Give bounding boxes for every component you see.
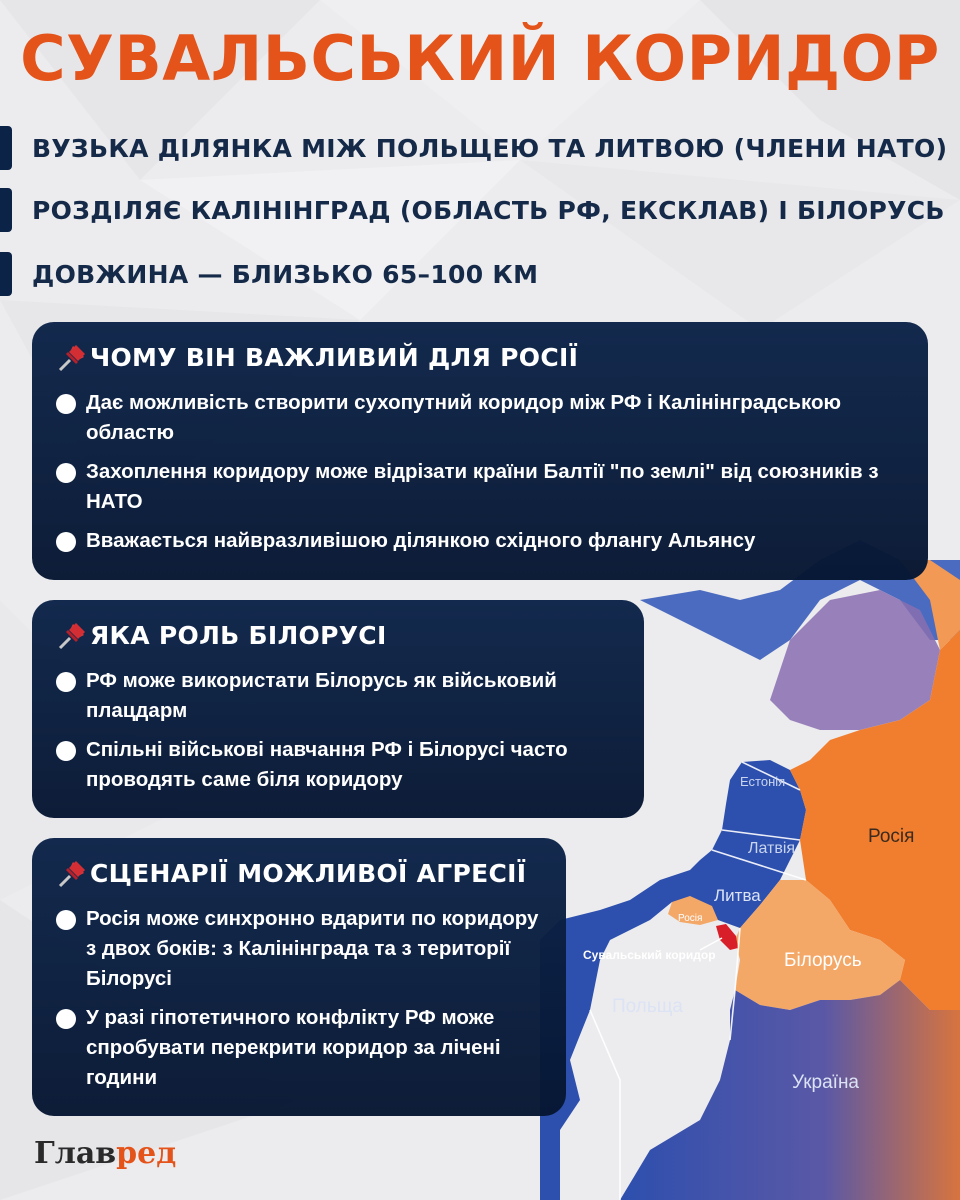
page-title: СУВАЛЬСЬКИЙ КОРИДОР	[20, 22, 940, 95]
map-label-russia: Росія	[868, 826, 915, 847]
list-item	[56, 457, 904, 517]
fact-row	[0, 252, 960, 296]
bullet-dot	[56, 910, 76, 930]
brand-logo: Главред	[34, 1136, 177, 1171]
map-label-lithuania: Литва	[714, 886, 761, 905]
card-aggression-scenarios	[32, 838, 566, 1116]
bullet-text: Росія може синхронно вдарити по коридору з двох боків: з Калінінграда та з території Білорусі	[86, 907, 539, 990]
map-suwalki-corridor	[716, 924, 738, 950]
bullet-text: Дає можливість створити сухопутний коридор між РФ і Калінінградською областю	[86, 391, 841, 444]
map-label-latvia: Латвія	[748, 840, 796, 857]
card-heading: СЦЕНАРІЇ МОЖЛИВОЇ АГРЕСІЇ	[90, 858, 527, 888]
fact-marker	[0, 126, 12, 170]
list-item	[56, 666, 620, 726]
bullet-text: Вважається найвразливішою ділянкою східного флангу Альянсу	[86, 529, 756, 552]
bullet-dot	[56, 741, 76, 761]
list-item	[56, 388, 904, 448]
bullet-text: РФ може використати Білорусь як військовий плацдарм	[86, 669, 557, 722]
list-item	[56, 904, 542, 994]
bullet-dot	[56, 463, 76, 483]
map-label-ukraine: Україна	[792, 1072, 860, 1093]
list-item	[56, 735, 620, 795]
fact-text: ДОВЖИНА — БЛИЗЬКО 65–100 КМ	[32, 259, 539, 289]
card-heading: ЯКА РОЛЬ БІЛОРУСІ	[90, 620, 387, 650]
pushpin-icon	[56, 618, 90, 652]
pushpin-icon	[56, 340, 90, 374]
map-label-belarus: Білорусь	[784, 950, 862, 971]
fact-row	[0, 126, 960, 170]
pushpin-icon	[56, 856, 90, 890]
fact-marker	[0, 188, 12, 232]
map-label-suwalki: Сувальський коридор	[583, 948, 716, 962]
map-label-poland: Польща	[612, 996, 683, 1017]
bullet-dot	[56, 672, 76, 692]
bullet-dot	[56, 394, 76, 414]
bullet-text: Спільні військові навчання РФ і Білорусі часто проводять саме біля коридору	[86, 738, 568, 791]
fact-row	[0, 188, 960, 232]
bullet-text: Захоплення коридору може відрізати країни Балтії "по землі" від союзників з НАТО	[86, 460, 879, 513]
map-label-kaliningrad: Росія	[678, 913, 703, 924]
card-why-important	[32, 322, 928, 580]
bullet-dot	[56, 1009, 76, 1029]
bullet-dot	[56, 532, 76, 552]
fact-text: РОЗДІЛЯЄ КАЛІНІНГРАД (ОБЛАСТЬ РФ, ЕКСКЛАВ) І БІЛОРУСЬ	[32, 195, 945, 225]
fact-text: ВУЗЬКА ДІЛЯНКА МІЖ ПОЛЬЩЕЮ ТА ЛИТВОЮ (ЧЛЕНИ НАТО)	[32, 133, 948, 163]
list-item	[56, 526, 904, 556]
list-item	[56, 1003, 542, 1093]
bullet-text: У разі гіпотетичного конфлікту РФ може спробувати перекрити коридор за лічені години	[86, 1006, 501, 1089]
card-heading: ЧОМУ ВІН ВАЖЛИВИЙ ДЛЯ РОСІЇ	[90, 342, 579, 372]
map-label-estonia: Естонія	[740, 774, 786, 789]
fact-marker	[0, 252, 12, 296]
card-belarus-role	[32, 600, 644, 818]
